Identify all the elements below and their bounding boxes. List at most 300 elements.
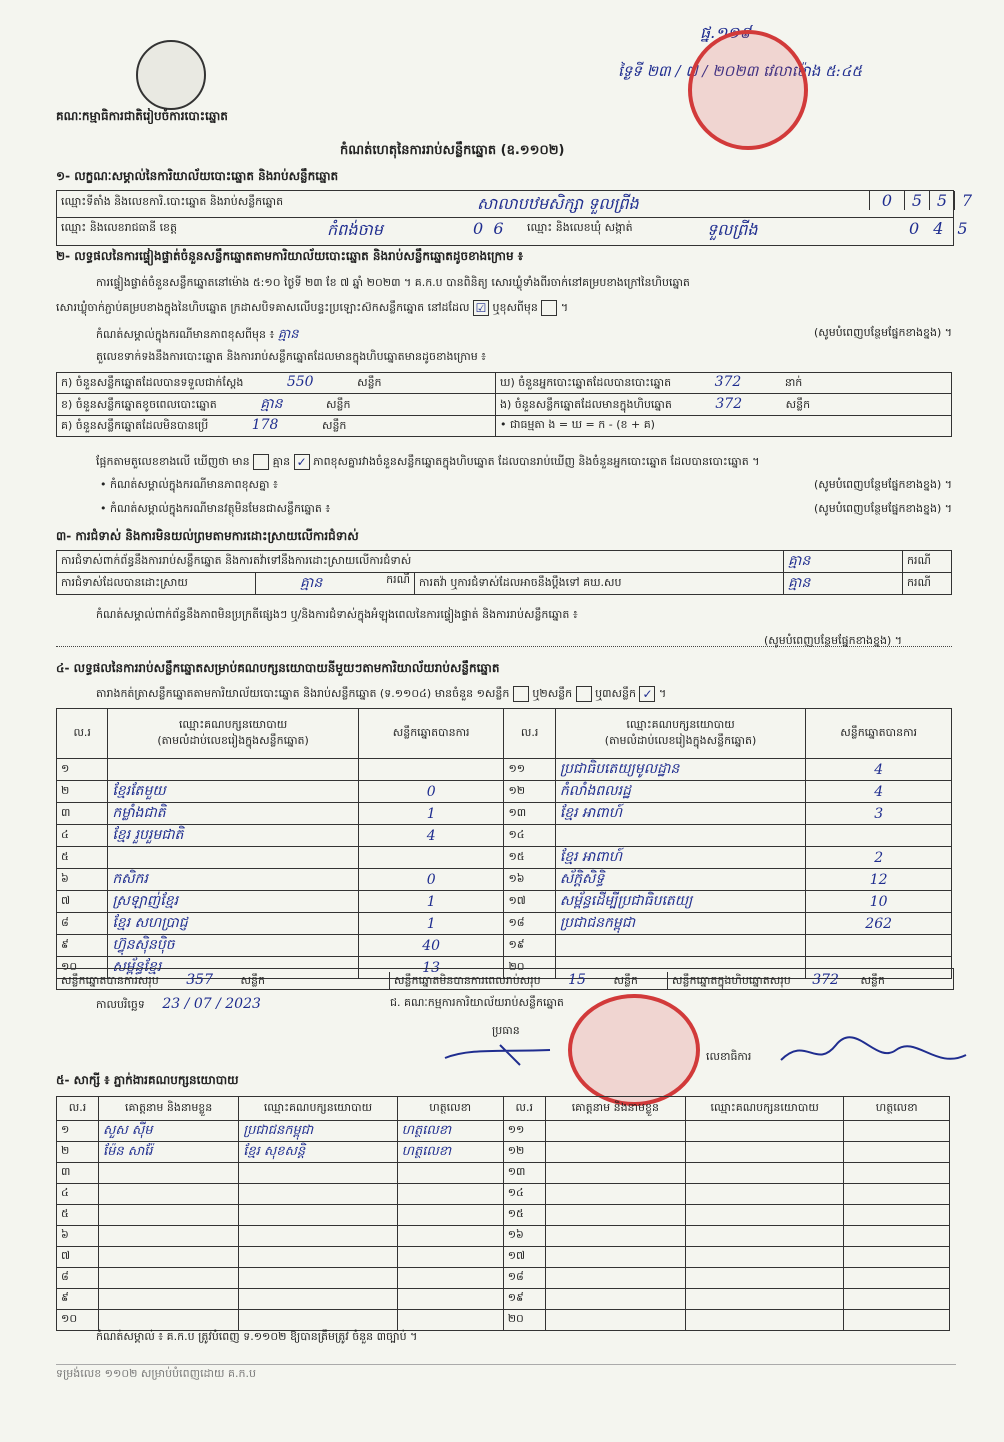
party-name: ប្រជាជនកម្ពុជា — [555, 913, 805, 935]
witness-party — [685, 1184, 843, 1205]
total-valid-value: 357 — [186, 972, 213, 988]
witness-name — [99, 1289, 239, 1310]
header-name: គោត្តនាម និងនាមខ្លួន — [545, 1097, 685, 1121]
witness-no: ៦ — [57, 1226, 99, 1247]
header-sign: ហត្ថលេខា — [397, 1097, 503, 1121]
header-no: ល.រ — [504, 709, 555, 759]
changed-checkbox[interactable] — [541, 300, 557, 316]
section1-box — [56, 190, 982, 246]
witness-name: ម៉ែន សារ៉ែ — [99, 1142, 239, 1163]
red-stamp-icon — [568, 994, 700, 1106]
figure-unit: សន្លឹក — [785, 397, 811, 411]
witness-name: សួស សុីម — [99, 1121, 239, 1142]
page-title: កំណត់ហេតុនៃការរាប់សន្លឹកឆ្នោត (ឧ.១១០២) — [340, 143, 565, 158]
no-difference-checkbox[interactable]: ✓ — [294, 454, 310, 470]
witness-no: ១៨ — [503, 1268, 545, 1289]
province-label: ឈ្មោះ និងលេខរាជធានី ខេត្ត — [61, 221, 178, 234]
header-party: ឈ្មោះគណបក្សនយោបាយ — [685, 1097, 843, 1121]
commune-label: ឈ្មោះ និងលេខឃុំ សង្កាត់ — [527, 221, 633, 234]
figure-label: ង) ចំនួនសន្លឹកឆ្នោតដែលមានក្នុងហិបឆ្នោត — [500, 397, 672, 411]
witness-no: ១០ — [57, 1310, 99, 1331]
party-votes: 262 — [806, 913, 952, 935]
party-name: ខ្មែរតែមួយ — [108, 781, 358, 803]
witness-signature — [844, 1142, 950, 1163]
party-name: ហ៊្វុនស៊ិនប៉ិច — [108, 935, 358, 957]
party-name — [108, 759, 358, 781]
compare-tail: ភាពខុសគ្នារវាងចំនួនសន្លឹកឆ្នោតក្នុងហិបឆ្នោត ដែលបានរាប់ឃើញ និងចំនួនអ្នកបោះឆ្នោត ដែលបានបោះឆ្នោត ។ — [313, 455, 760, 468]
party-votes: 13 — [358, 957, 504, 979]
party-no: ៨ — [57, 913, 108, 935]
header-party-label: ឈ្មោះគណបក្សនយោបាយ — [178, 717, 288, 731]
figure-value: 550 — [286, 374, 314, 390]
table-row — [57, 1247, 950, 1268]
party-name: ប្រជាធិបតេយ្យមូលដ្ឋាន — [555, 759, 805, 781]
total-invalid-value: 15 — [568, 972, 586, 988]
table-row — [57, 1163, 950, 1184]
party-name: ស័ក្តិសិទ្ធិ — [555, 869, 805, 891]
party-votes: 4 — [806, 759, 952, 781]
figure-value: 178 — [251, 417, 279, 433]
witness-signature — [397, 1289, 503, 1310]
resolved-value: គ្មាន — [300, 575, 323, 591]
party-no: ១៧ — [504, 891, 555, 913]
figure-value: គ្មាន — [260, 396, 283, 412]
witness-signature — [397, 1268, 503, 1289]
total-valid-label: សន្លឹកឆ្នោតបានការសរុប — [61, 974, 159, 987]
figure-unit: សន្លឹក — [321, 419, 347, 432]
party-no: ១៤ — [504, 825, 555, 847]
tally-sheet-line: តារាងកត់ត្រាសន្លឹកឆ្នោតតាមការិយាល័យបោះឆ្នោត និងរាប់សន្លឹកឆ្នោត (ទ.១១០៤) មានចំនួន ១សន្លឹក ឬ២សន្លឹក ឬ៣សន្លឹក ✓ ។ — [96, 687, 667, 701]
witness-party — [685, 1247, 843, 1268]
witness-name — [99, 1205, 239, 1226]
commune-value: ទួលព្រីង — [707, 220, 758, 239]
witness-name — [99, 1268, 239, 1289]
difference-note — [96, 326, 952, 345]
seal-status-line: សោរឃ្លុំចាក់ភ្ជាប់គម្របខាងក្នុងនៃហិបឆ្នោត ក្រដាសបិទគាសលើបន្ទះប្រឡោះស៊កសន្លឹកឆ្នោត នៅដដែល ☑ ឬខុសពីមុន ។ — [56, 301, 569, 315]
party-name — [108, 847, 358, 869]
party-votes: 4 — [358, 825, 504, 847]
party-no: ២ — [57, 781, 108, 803]
figure-cell — [496, 394, 952, 416]
table-row — [57, 573, 952, 595]
witness-party — [685, 1289, 843, 1310]
total-valid — [61, 972, 265, 990]
unchanged-checkbox[interactable]: ☑ — [473, 300, 489, 316]
witness-header — [57, 1097, 950, 1121]
has-difference-checkbox[interactable] — [253, 454, 269, 470]
table-row — [57, 825, 952, 847]
table-row — [57, 1121, 950, 1142]
resolved-label: ការជំទាស់ដែលបានដោះស្រាយ — [57, 573, 256, 595]
header-no: ល.រ — [503, 1097, 545, 1121]
report-date — [96, 996, 261, 1014]
witness-signature: ហត្ថលេខា — [397, 1142, 503, 1163]
witness-name — [99, 1163, 239, 1184]
table-row — [57, 373, 952, 394]
party-name — [555, 935, 805, 957]
table-row — [57, 781, 952, 803]
witness-no: ១៧ — [503, 1247, 545, 1268]
figure-cell — [57, 394, 496, 416]
code-digit: 0 — [473, 219, 484, 238]
witness-signature — [844, 1205, 950, 1226]
witness-party — [239, 1310, 397, 1331]
bullet-label: • កំណត់សម្គាល់ក្នុងករណីមានភាពខុសគ្នា ៖ — [100, 478, 278, 491]
date-label: កាលបរិច្ឆេទ — [96, 998, 145, 1011]
witness-party — [685, 1310, 843, 1331]
one-sheet-checkbox[interactable] — [513, 686, 529, 702]
witness-signature — [844, 1184, 950, 1205]
table-row — [57, 394, 952, 416]
code-digit: 0 — [869, 191, 904, 210]
header-party: ឈ្មោះគណបក្សនយោបាយ — [239, 1097, 397, 1121]
witness-party — [239, 1247, 397, 1268]
party-votes — [806, 825, 952, 847]
witness-name — [99, 1247, 239, 1268]
figure-cell — [57, 416, 496, 437]
header-party — [108, 709, 358, 759]
witness-no: ២ — [57, 1142, 99, 1163]
unit-label: សន្លឹក — [240, 974, 265, 987]
party-no: ១៩ — [504, 935, 555, 957]
witness-party — [685, 1205, 843, 1226]
fill-back-hint: (សូមបំពេញបន្ថែមផ្នែកខាងខ្នង) ។ — [764, 634, 903, 647]
formula-cell: • ជាធម្មតា ង = ឃ = ក - (ខ + គ) — [496, 416, 952, 437]
party-no: ១៨ — [504, 913, 555, 935]
doc-number: ផ្ន.១១៩ — [700, 23, 751, 42]
party-votes: 4 — [806, 781, 952, 803]
total-invalid — [389, 972, 638, 990]
party-no: ១៦ — [504, 869, 555, 891]
tally-sheet-text: តារាងកត់ត្រាសន្លឹកឆ្នោតតាមការិយាល័យបោះឆ្នោត និងរាប់សន្លឹកឆ្នោត (ទ.១១០៤) មានចំនួន ១សន្លឹក — [96, 687, 510, 700]
station-code — [869, 191, 979, 210]
witness-no: ១១ — [503, 1121, 545, 1142]
location-label: ឈ្មោះទីតាំង និងលេខការិ.បោះឆ្នោត និងរាប់សន្លឹកឆ្នោត — [61, 195, 284, 208]
witness-no: ១ — [57, 1121, 99, 1142]
header-party-sub: (តាមលំដាប់លេខរៀងក្នុងសន្លឹកឆ្នោត) — [604, 733, 757, 747]
witness-signature — [397, 1310, 503, 1331]
resolved-unit: ករណី — [386, 573, 410, 586]
party-name: ស្រឡាញ់ខ្មែរ — [108, 891, 358, 913]
table-row — [57, 759, 952, 781]
figures-table — [56, 372, 952, 437]
witness-no: ២០ — [503, 1310, 545, 1331]
witness-signature — [844, 1268, 950, 1289]
table-row — [57, 1142, 950, 1163]
code-digit: 0 — [909, 219, 934, 238]
witness-no: ១៣ — [503, 1163, 545, 1184]
party-name: ខ្មែរ សហប្រាជ្ញ — [108, 913, 358, 935]
witness-name — [545, 1205, 685, 1226]
witness-signature — [844, 1163, 950, 1184]
secretary-label: លេខាធិការ — [706, 1050, 752, 1063]
header-no: ល.រ — [57, 709, 108, 759]
witness-name — [545, 1310, 685, 1331]
section1-title: ១- លក្ខណៈសម្គាល់នៃការិយាល័យបោះឆ្នោត និងរាប់សន្លឹកឆ្នោត — [56, 169, 339, 183]
party-votes: 1 — [358, 803, 504, 825]
party-no: ៦ — [57, 869, 108, 891]
section2-title: ២- លទ្ធផលនៃការផ្ទៀងផ្ទាត់ចំនួនសន្លឹកឆ្នោតតាមការិយាល័យបោះឆ្នោត និងរាប់សន្លឹកឆ្នោតដូចខាងក្រោម ៖ — [56, 249, 524, 263]
committee-name: គណៈកម្មាធិការជាតិរៀបចំការបោះឆ្នោត — [56, 109, 228, 123]
party-no: ៩ — [57, 935, 108, 957]
header-sign: ហត្ថលេខា — [844, 1097, 950, 1121]
total-invalid-label: សន្លឹកឆ្នោតមិនបានការពេលរាប់សរុប — [394, 974, 541, 987]
witness-party — [239, 1289, 397, 1310]
witness-signature — [397, 1226, 503, 1247]
party-votes: 2 — [806, 847, 952, 869]
party-no: ៥ — [57, 847, 108, 869]
witness-no: ៣ — [57, 1163, 99, 1184]
province-code — [473, 219, 504, 238]
seal-status-text: សោរឃ្លុំចាក់ភ្ជាប់គម្របខាងក្នុងនៃហិបឆ្នោត ក្រដាសបិទគាសលើបន្ទះប្រឡោះស៊កសន្លឹកឆ្នោត នៅដដែល — [56, 301, 470, 314]
witness-name — [545, 1184, 685, 1205]
header-party-label: ឈ្មោះគណបក្សនយោបាយ — [626, 717, 735, 731]
nec-logo-icon — [136, 40, 206, 110]
witness-party: ប្រជាជនកម្ពុជា — [239, 1121, 397, 1142]
party-no: ៤ — [57, 825, 108, 847]
red-stamp-icon — [688, 30, 808, 150]
witness-party — [239, 1268, 397, 1289]
witness-name — [99, 1226, 239, 1247]
appeal-label: ការតវ៉ា ឬការជំទាស់ដែលអាចនឹងប្តឹងទៅ គឃ.សប — [415, 573, 784, 595]
figure-unit: នាក់ — [784, 376, 803, 389]
witness-no: ៥ — [57, 1205, 99, 1226]
fill-back-hint: (សូមបំពេញបន្ថែមផ្នែកខាងខ្នង) ។ — [813, 478, 952, 491]
date-value: 23 / 07 / 2023 — [162, 996, 261, 1012]
witness-name — [99, 1184, 239, 1205]
footnote: កំណត់សម្គាល់ ៖ គ.ក.ប ត្រូវបំពេញ ទ.១១០២ ឱ្យបានត្រឹមត្រូវ ចំនួន ៣ច្បាប់ ។ — [96, 1330, 418, 1343]
witness-no: ៧ — [57, 1247, 99, 1268]
bullet-foreign-object — [100, 502, 952, 518]
table-row — [57, 869, 952, 891]
party-no: ៧ — [57, 891, 108, 913]
party-votes: 1 — [358, 891, 504, 913]
bullet-label: • កំណត់សម្គាល់ក្នុងករណីមានវត្ថុមិនមែនជាសន្លឹកឆ្នោត ៖ — [100, 502, 331, 515]
no-difference-label: គ្មាន — [272, 455, 291, 468]
resolved-cell — [256, 573, 415, 595]
witness-no: ៨ — [57, 1268, 99, 1289]
header-party-sub: (តាមលំដាប់លេខរៀងក្នុងសន្លឹកឆ្នោត) — [157, 733, 309, 747]
witness-signature — [844, 1121, 950, 1142]
figure-label: ខ) ចំនួនសន្លឹកឆ្នោតខូចពេលបោះឆ្នោត — [61, 398, 217, 411]
code-digit: 5 — [904, 191, 929, 210]
party-no: ១២ — [504, 781, 555, 803]
figures-intro: តួលេខទាក់ទងនឹងការបោះឆ្នោត និងការរាប់សន្លឹកឆ្នោតដែលមានក្នុងហិបឆ្នោតមានដូចខាងក្រោម ៖ — [96, 350, 487, 363]
party-no: ៣ — [57, 803, 108, 825]
party-no: ២០ — [504, 957, 555, 979]
party-votes — [358, 847, 504, 869]
section3-title: ៣- ការជំទាស់ និងការមិនយល់ព្រមតាមការដោះស្រាយលើការជំទាស់ — [56, 529, 359, 543]
party-name — [555, 825, 805, 847]
witness-name — [545, 1268, 685, 1289]
secretary-signature-icon — [776, 1030, 976, 1080]
witness-signature — [844, 1310, 950, 1331]
party-votes: 12 — [806, 869, 952, 891]
fill-back-hint: (សូមបំពេញបន្ថែមផ្នែកខាងខ្នង) ។ — [813, 502, 952, 515]
appeal-value: គ្មាន — [784, 573, 903, 595]
witness-signature — [397, 1247, 503, 1268]
figure-label: ឃ) ចំនួនអ្នកបោះឆ្នោតដែលបានបោះឆ្នោត — [500, 376, 672, 389]
commune-code — [909, 219, 982, 238]
witness-name — [545, 1247, 685, 1268]
party-name: សម្ព័ន្ធខ្មែរ — [108, 957, 358, 979]
figure-value: 372 — [714, 374, 742, 390]
figure-label: គ) ចំនួនសន្លឹកឆ្នោតដែលមិនបានប្រើ — [61, 419, 209, 432]
two-sheet-label: ឬ២សន្លឹក — [532, 687, 573, 700]
party-no: ១៥ — [504, 847, 555, 869]
witness-name — [545, 1289, 685, 1310]
witness-signature — [397, 1184, 503, 1205]
witness-table — [56, 1096, 950, 1331]
total-box-value: 372 — [812, 972, 839, 988]
province-value: កំពង់ចាម — [327, 220, 383, 239]
code-digit: 4 — [933, 219, 958, 238]
witness-no: ៩ — [57, 1289, 99, 1310]
party-name: ខ្មែរ អាពាហ៍ — [555, 847, 805, 869]
witness-signature — [844, 1226, 950, 1247]
received-datetime: ទៃ្ងទី ២៣ / ៧ / ២០២៣ វេលាម៉ោង ៥:៤៥ — [618, 62, 862, 80]
header-votes: សន្លឹកឆ្នោតបានការ — [806, 709, 952, 759]
location-value: សាលាបឋមសិក្សា ទួលព្រីង — [477, 194, 639, 213]
complaints-label: ការជំទាស់ពាក់ព័ន្ធនឹងការរាប់សន្លឹកឆ្នោត និងការតវ៉ាទៅនឹងការដោះស្រាយលើការជំទាស់ — [57, 551, 784, 573]
witness-name — [545, 1163, 685, 1184]
party-no: ១ — [57, 759, 108, 781]
difference-note-value: គ្មាន — [277, 327, 299, 342]
witness-name — [99, 1310, 239, 1331]
witness-signature: ហត្ថលេខា — [397, 1121, 503, 1142]
results-table — [56, 708, 952, 979]
figure-label: ក) ចំនួនសន្លឹកឆ្នោតដែលបានទទួលជាក់ស្តែង — [61, 376, 244, 389]
witness-no: ១៦ — [503, 1226, 545, 1247]
figure-cell — [496, 373, 952, 394]
witness-no: ១៥ — [503, 1205, 545, 1226]
party-votes: 3 — [806, 803, 952, 825]
witness-no: ១៤ — [503, 1184, 545, 1205]
witness-name — [545, 1226, 685, 1247]
witness-party — [239, 1226, 397, 1247]
table-row — [57, 416, 952, 437]
bullet-difference — [100, 478, 952, 494]
difference-note-label: កំណត់សម្គាល់ក្នុងករណីមានភាពខុសពីមុន ៖ — [96, 328, 275, 341]
figure-value: 372 — [715, 395, 743, 412]
section4-title: ៤- លទ្ធផលនៃការរាប់សន្លឹកឆ្នោតសម្រាប់គណបក្សនយោបាយនីមួយៗតាមការិយាល័យរាប់សន្លឹកឆ្នោត — [56, 661, 500, 675]
witness-signature — [397, 1163, 503, 1184]
code-digit: 5 — [929, 191, 954, 210]
party-name: ខ្មែរ អាពាហ៍ — [555, 803, 805, 825]
irregularities-note: កំណត់សម្គាល់ពាក់ព័ន្ធនឹងភាពមិនប្រក្រតីផ្សេងៗ ឬ/និងការជំទាស់ក្នុងអំឡុងពេលនៃការផ្ទៀងផ្ទាត់ និងការរាប់សន្លឹកឆ្នោត ៖ — [96, 608, 578, 621]
total-in-box — [667, 972, 885, 990]
compare-text: ផ្អែកតាមតួលេខខាងលើ ឃើញថា មាន — [96, 455, 250, 468]
figure-cell — [57, 373, 496, 394]
table-row — [57, 1289, 950, 1310]
header-votes: សន្លឹកឆ្នោតបានការ — [358, 709, 504, 759]
witness-signature — [397, 1205, 503, 1226]
compare-line — [96, 454, 759, 471]
unit-label: សន្លឹក — [860, 974, 885, 987]
results-header — [57, 709, 952, 759]
table-row — [57, 1184, 950, 1205]
table-row — [57, 803, 952, 825]
changed-label: ឬខុសពីមុន — [492, 301, 538, 314]
figure-unit: សន្លឹក — [357, 376, 382, 389]
table-row — [57, 847, 952, 869]
chair-label: ប្រធាន — [492, 1024, 520, 1037]
section5-title: ៥- សាក្សី ៖ ភ្នាក់ងារគណបក្សនយោបាយ — [56, 1073, 239, 1087]
party-no: ១៣ — [504, 803, 555, 825]
party-name: កំលាំងពលរដ្ឋ — [555, 781, 805, 803]
witness-party: ខ្មែរ សុខសន្តិ — [239, 1142, 397, 1163]
witness-signature — [844, 1289, 950, 1310]
three-sheet-label: ឬ៣សន្លឹក — [595, 687, 636, 700]
appeal-unit: ករណី — [903, 573, 952, 595]
witness-party — [239, 1205, 397, 1226]
code-digit: 7 — [954, 191, 979, 210]
witness-name — [545, 1142, 685, 1163]
form-footer: ទម្រង់លេខ ១១០២ សម្រាប់បំពេញដោយ គ.ក.ប — [56, 1364, 956, 1383]
totals-row — [56, 968, 954, 990]
table-row — [57, 1226, 950, 1247]
witness-no: ១៩ — [503, 1289, 545, 1310]
witness-party — [685, 1121, 843, 1142]
party-votes — [358, 759, 504, 781]
table-row — [57, 1310, 950, 1331]
verification-text: ការផ្ទៀងផ្ទាត់ចំនួនសន្លឹកឆ្នោតនៅម៉ោង ៥:១០ ថ្ងៃទី ២៣ ខែ ៧ ឆ្នាំ ២០២៣ ។ គ.ក.ប បានពិនិត្យ សោរឃ្លុំទាំងពីរចាក់នៅគម្របខាងក្រៅនៃហិបឆ្នោត — [96, 276, 690, 289]
complaints-unit: ករណី — [903, 551, 952, 573]
party-name: ខ្មែរ រួបរួមជាតិ — [108, 825, 358, 847]
witness-party — [239, 1184, 397, 1205]
chair-signature-icon — [440, 1040, 560, 1070]
header-name: គោត្តនាម និងនាមខ្លួន — [99, 1097, 239, 1121]
table-row — [57, 913, 952, 935]
party-no: ១១ — [504, 759, 555, 781]
party-votes: 0 — [358, 869, 504, 891]
three-sheet-checkbox[interactable]: ✓ — [639, 686, 655, 702]
two-sheet-checkbox[interactable] — [576, 686, 592, 702]
party-votes: 10 — [806, 891, 952, 913]
header-party — [555, 709, 805, 759]
party-votes: 40 — [358, 935, 504, 957]
table-row — [57, 935, 952, 957]
witness-party — [685, 1142, 843, 1163]
total-box-label: សន្លឹកឆ្នោតក្នុងហិបឆ្នោតសរុប — [672, 974, 791, 987]
code-digit: 5 — [957, 219, 982, 238]
witness-signature — [844, 1247, 950, 1268]
table-row — [57, 551, 952, 573]
witness-party — [239, 1163, 397, 1184]
table-row — [57, 1205, 950, 1226]
witness-no: ៤ — [57, 1184, 99, 1205]
complaints-value: គ្មាន — [784, 551, 903, 573]
party-votes: 1 — [358, 913, 504, 935]
complaints-table — [56, 550, 952, 595]
party-no: ១០ — [57, 957, 108, 979]
party-name: កសិករ — [108, 869, 358, 891]
witness-name — [545, 1121, 685, 1142]
witness-party — [685, 1268, 843, 1289]
table-row — [57, 1268, 950, 1289]
party-name: សម្ព័ន្ធដើម្បីប្រជាធិបតេយ្យ — [555, 891, 805, 913]
code-digit: 6 — [493, 219, 504, 238]
witness-party — [685, 1163, 843, 1184]
committee-sign-line: ជ. គណៈកម្មការការិយាល័យរាប់សន្លឹកឆ្នោត — [390, 996, 564, 1009]
figure-unit: សន្លឹក — [325, 398, 351, 411]
witness-party — [685, 1226, 843, 1247]
unit-label: សន្លឹក — [613, 974, 638, 987]
witness-no: ១២ — [503, 1142, 545, 1163]
party-name: កម្លាំងជាតិ — [108, 803, 358, 825]
header-no: ល.រ — [57, 1097, 99, 1121]
table-row — [57, 891, 952, 913]
